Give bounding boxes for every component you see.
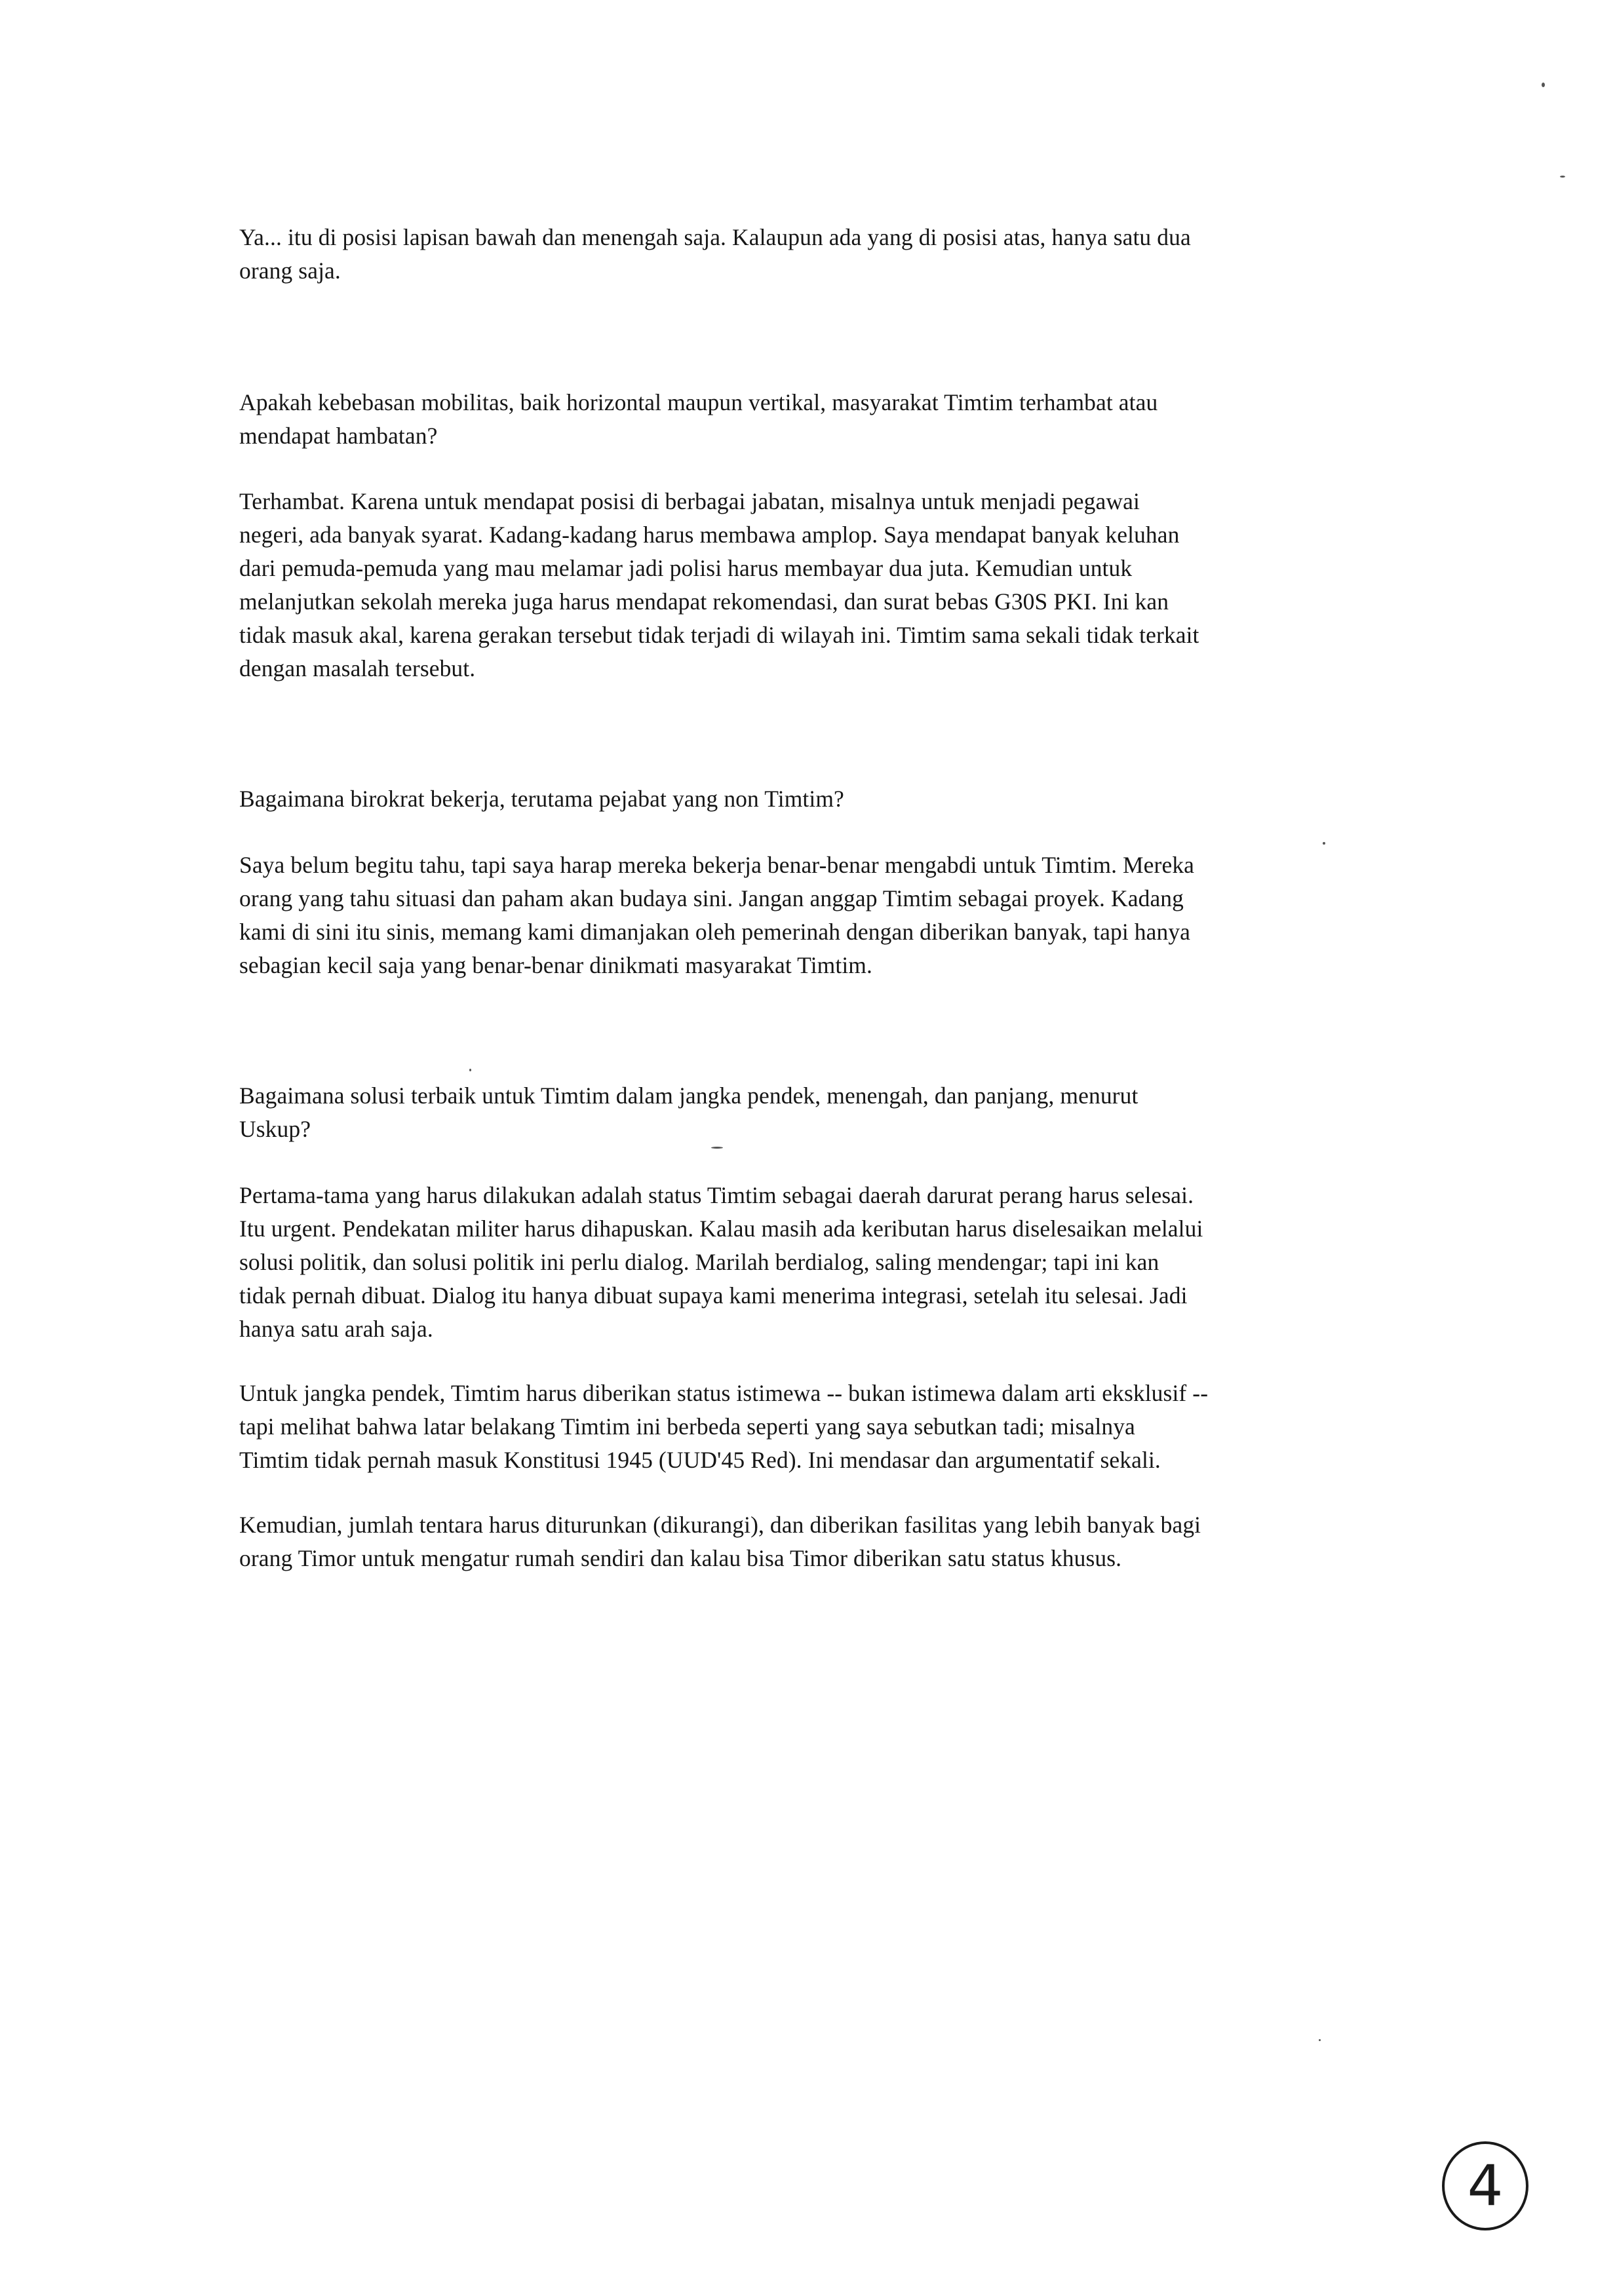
text-line: sebagian kecil saja yang benar-benar dinikmati masyarakat Timtim. — [239, 952, 872, 978]
text-line: Bagaimana solusi terbaik untuk Timtim dalam jangka pendek, menengah, dan panjang, menurut — [239, 1082, 1138, 1109]
text-line: orang Timor untuk mengatur rumah sendiri dan kalau bisa Timor diberikan satu status khusus. — [239, 1545, 1122, 1571]
text-line: Untuk jangka pendek, Timtim harus diberikan status istimewa -- bukan istimewa dalam arti eksklusif -- — [239, 1380, 1209, 1406]
text-line: tidak pernah dibuat. Dialog itu hanya dibuat supaya kami menerima integrasi, setelah itu selesai. Jadi — [239, 1282, 1188, 1309]
text-line: Bagaimana birokrat bekerja, terutama pejabat yang non Timtim? — [239, 786, 844, 812]
text-line: dengan masalah tersebut. — [239, 655, 476, 681]
scan-speck — [469, 1069, 471, 1071]
question-paragraph — [239, 386, 1393, 453]
text-line: melanjutkan sekolah mereka juga harus mendapat rekomendasi, dan surat bebas G30S PKI. Ini kan — [239, 588, 1169, 615]
question-paragraph — [239, 1079, 1393, 1146]
text-line: tapi melihat bahwa latar belakang Timtim ini berbeda seperti yang saya sebutkan tadi; misalnya — [239, 1413, 1135, 1440]
scan-speck — [711, 1147, 723, 1149]
question-paragraph — [239, 782, 1393, 816]
text-line: Saya belum begitu tahu, tapi saya harap mereka bekerja benar-benar mengabdi untuk Timtim. Mereka — [239, 852, 1195, 878]
text-line: mendapat hambatan? — [239, 423, 438, 449]
page-number: 4 — [1442, 2141, 1528, 2230]
answer-paragraph — [239, 1179, 1393, 1346]
scan-speck — [1542, 83, 1545, 87]
text-line: Terhambat. Karena untuk mendapat posisi di berbagai jabatan, misalnya untuk menjadi pegawai — [239, 488, 1140, 514]
text-line: orang yang tahu situasi dan paham akan budaya sini. Jangan anggap Timtim sebagai proyek. Kadang — [239, 885, 1184, 911]
text-line: Timtim tidak pernah masuk Konstitusi 1945 (UUD'45 Red). Ini mendasar dan argumentatif sekali. — [239, 1447, 1161, 1473]
text-line: hanya satu arah saja. — [239, 1316, 433, 1342]
text-line: orang saja. — [239, 258, 341, 284]
text-line: Kemudian, jumlah tentara harus diturunkan (dikurangi), dan diberikan fasilitas yang lebih banyak bagi — [239, 1512, 1201, 1538]
answer-paragraph — [239, 849, 1393, 982]
scan-speck — [1560, 176, 1565, 178]
text-line: tidak masuk akal, karena gerakan tersebut tidak terjadi di wilayah ini. Timtim sama sekali tidak terkait — [239, 622, 1199, 648]
text-line: kami di sini itu sinis, memang kami dimanjakan oleh pemerinah dengan diberikan banyak, tapi hanya — [239, 919, 1191, 945]
scan-speck — [1319, 2039, 1321, 2041]
text-line: Pertama-tama yang harus dilakukan adalah status Timtim sebagai daerah darurat perang harus selesai. — [239, 1182, 1194, 1208]
answer-paragraph — [239, 1508, 1393, 1575]
answer-paragraph — [239, 221, 1393, 288]
scan-speck — [1323, 842, 1325, 845]
text-line: Uskup? — [239, 1116, 311, 1142]
text-line: Ya... itu di posisi lapisan bawah dan menengah saja. Kalaupun ada yang di posisi atas, hanya satu dua — [239, 224, 1191, 250]
answer-paragraph — [239, 1377, 1393, 1477]
text-line: Apakah kebebasan mobilitas, baik horizontal maupun vertikal, masyarakat Timtim terhambat atau — [239, 389, 1158, 415]
text-line: negeri, ada banyak syarat. Kadang-kadang harus membawa amplop. Saya mendapat banyak keluhan — [239, 522, 1180, 548]
answer-paragraph — [239, 485, 1393, 685]
text-line: dari pemuda-pemuda yang mau melamar jadi polisi harus membayar dua juta. Kemudian untuk — [239, 555, 1133, 581]
text-line: solusi politik, dan solusi politik ini perlu dialog. Marilah berdialog, saling mendengar; tapi ini kan — [239, 1249, 1159, 1275]
text-line: Itu urgent. Pendekatan militer harus dihapuskan. Kalau masih ada keributan harus diselesaikan melalui — [239, 1215, 1203, 1242]
